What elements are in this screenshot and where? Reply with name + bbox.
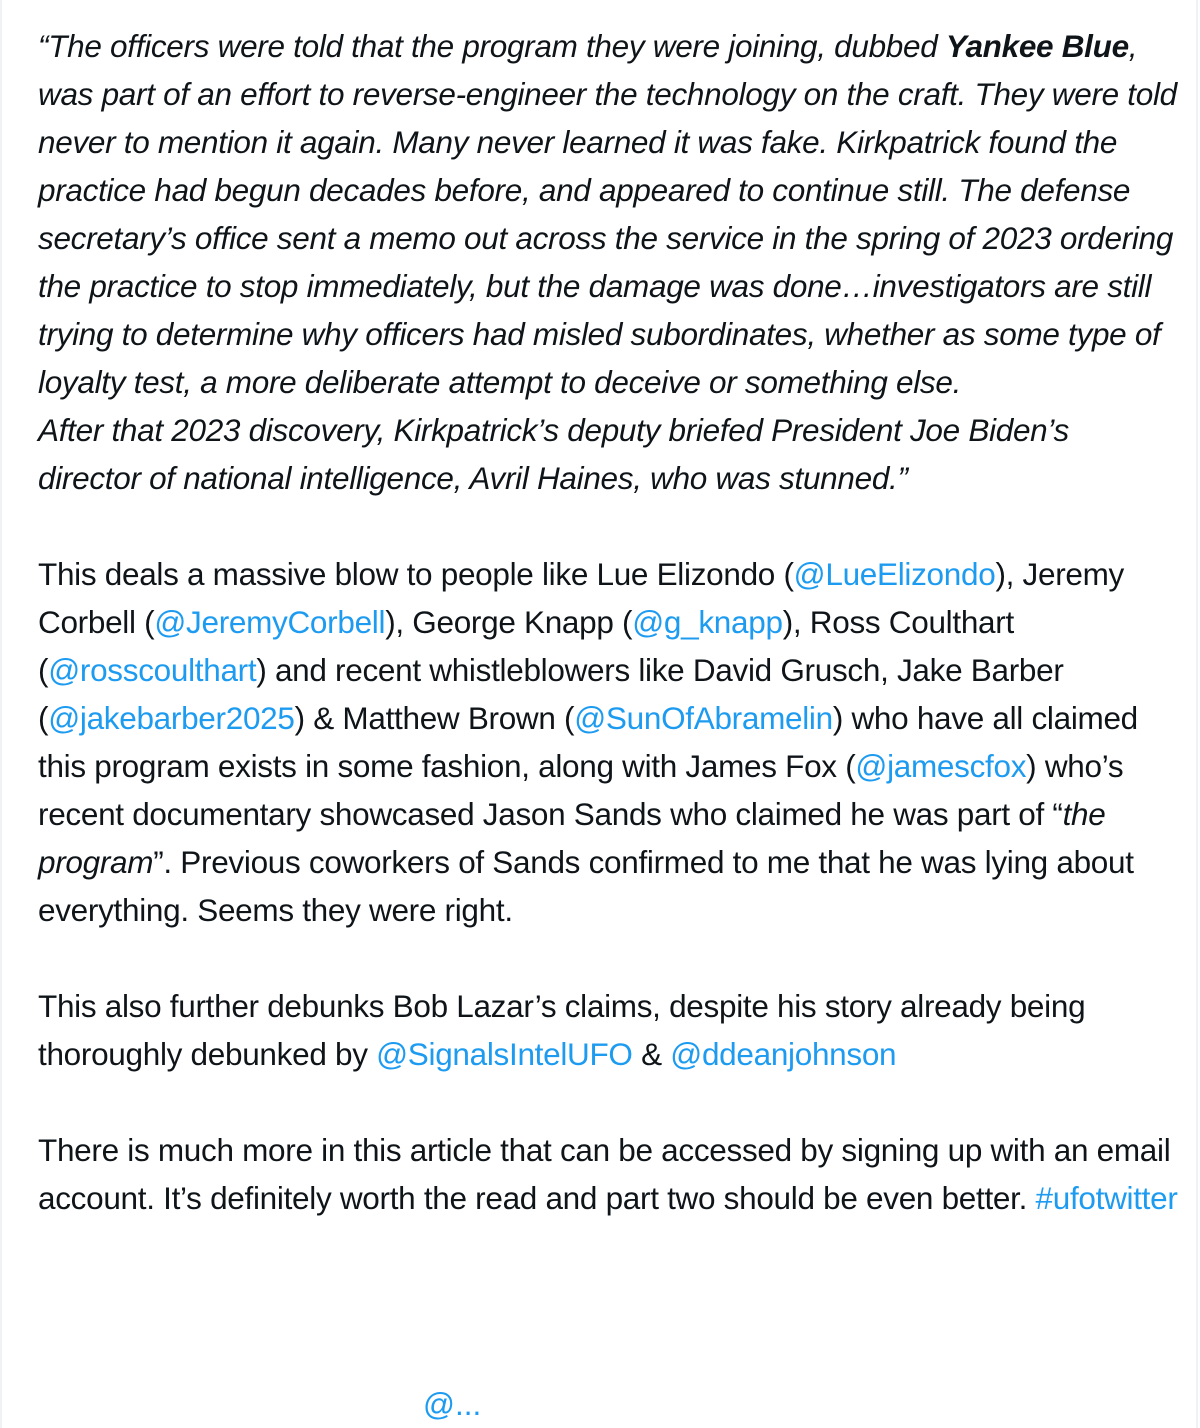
quote-paragraph-2 [38,406,1178,502]
mention-link[interactable]: @ddeanjohnson [670,1036,897,1072]
text: ) & Matthew Brown ( [294,700,575,736]
text: ) and recent whistleblowers like David Grusch, Jake Barber ( [38,652,1064,736]
quote-text: After that 2023 discovery, Kirkpatrick’s deputy briefed President Joe Biden’s director of national intelligence, Avril Haines, who was stunned. [38,412,1069,496]
cut-off-text: @... [423,1386,482,1422]
open-quote-mark: “ [38,28,49,64]
post-body [38,22,1178,1222]
mention-link[interactable]: @SunOfAbramelin [574,700,833,736]
mention-link[interactable]: @g_knapp [632,604,783,640]
mention-link[interactable]: @jakebarber2025 [48,700,295,736]
mention-link[interactable]: @JeremyCorbell [154,604,386,640]
text: There is much more in this article that can be accessed by signing up with an email account. It’s definitely worth the read and part two should be even better. [38,1132,1171,1216]
quote-paragraph-1 [38,22,1178,406]
text: This also further debunks Bob Lazar’s claims, despite his story already being thoroughly debunked by [38,988,1086,1072]
text: ), Jeremy Corbell ( [38,556,1124,640]
mention-link[interactable]: @rosscoulthart [48,652,257,688]
text: This deals a massive blow to people like Lue Elizondo ( [38,556,794,592]
mention-link[interactable]: @jamescfox [855,748,1027,784]
cut-off-next-line [38,1386,638,1428]
text: ”. Previous coworkers of Sands confirmed to me that he was lying about everything. Seems they were right. [38,844,1134,928]
text: ), Ross Coulthart ( [38,604,1014,688]
quote-text: The officers were told that the program they were joining, dubbed [48,28,938,64]
program-name: Yankee Blue [945,28,1129,64]
paragraph-article [38,1126,1178,1222]
close-quote-mark: ” [897,460,908,496]
italic-phrase: the program [38,796,1106,880]
mention-link[interactable]: @LueElizondo [793,556,996,592]
hashtag-link[interactable]: #ufotwitter [1035,1180,1178,1216]
quote-text: , was part of an effort to reverse-engineer the technology on the craft. They were told never to mention it again. Many never learned it was fake. Kirkpatrick found the practice had begun decades before, and appeared to continue still. The defense secretary’s office sent a memo out across the service in the spring of 2023 ordering the practice to stop immediately, but the damage was done…investigators are still trying to determine why officers had misled subordinates, whether as some type of loyalty test, a more deliberate attempt to deceive or something else. [38,28,1177,400]
paragraph-lazar [38,982,1178,1078]
text: ) who’s recent documentary showcased Jason Sands who claimed he was part of “ [38,748,1124,832]
mention-link[interactable]: @SignalsIntelUFO [376,1036,633,1072]
text: & [632,1036,671,1072]
text: ) who have all claimed this program exists in some fashion, along with James Fox ( [38,700,1138,784]
paragraph-mentions [38,550,1178,934]
text: ), George Knapp ( [385,604,633,640]
quoted-excerpt [38,22,1178,502]
